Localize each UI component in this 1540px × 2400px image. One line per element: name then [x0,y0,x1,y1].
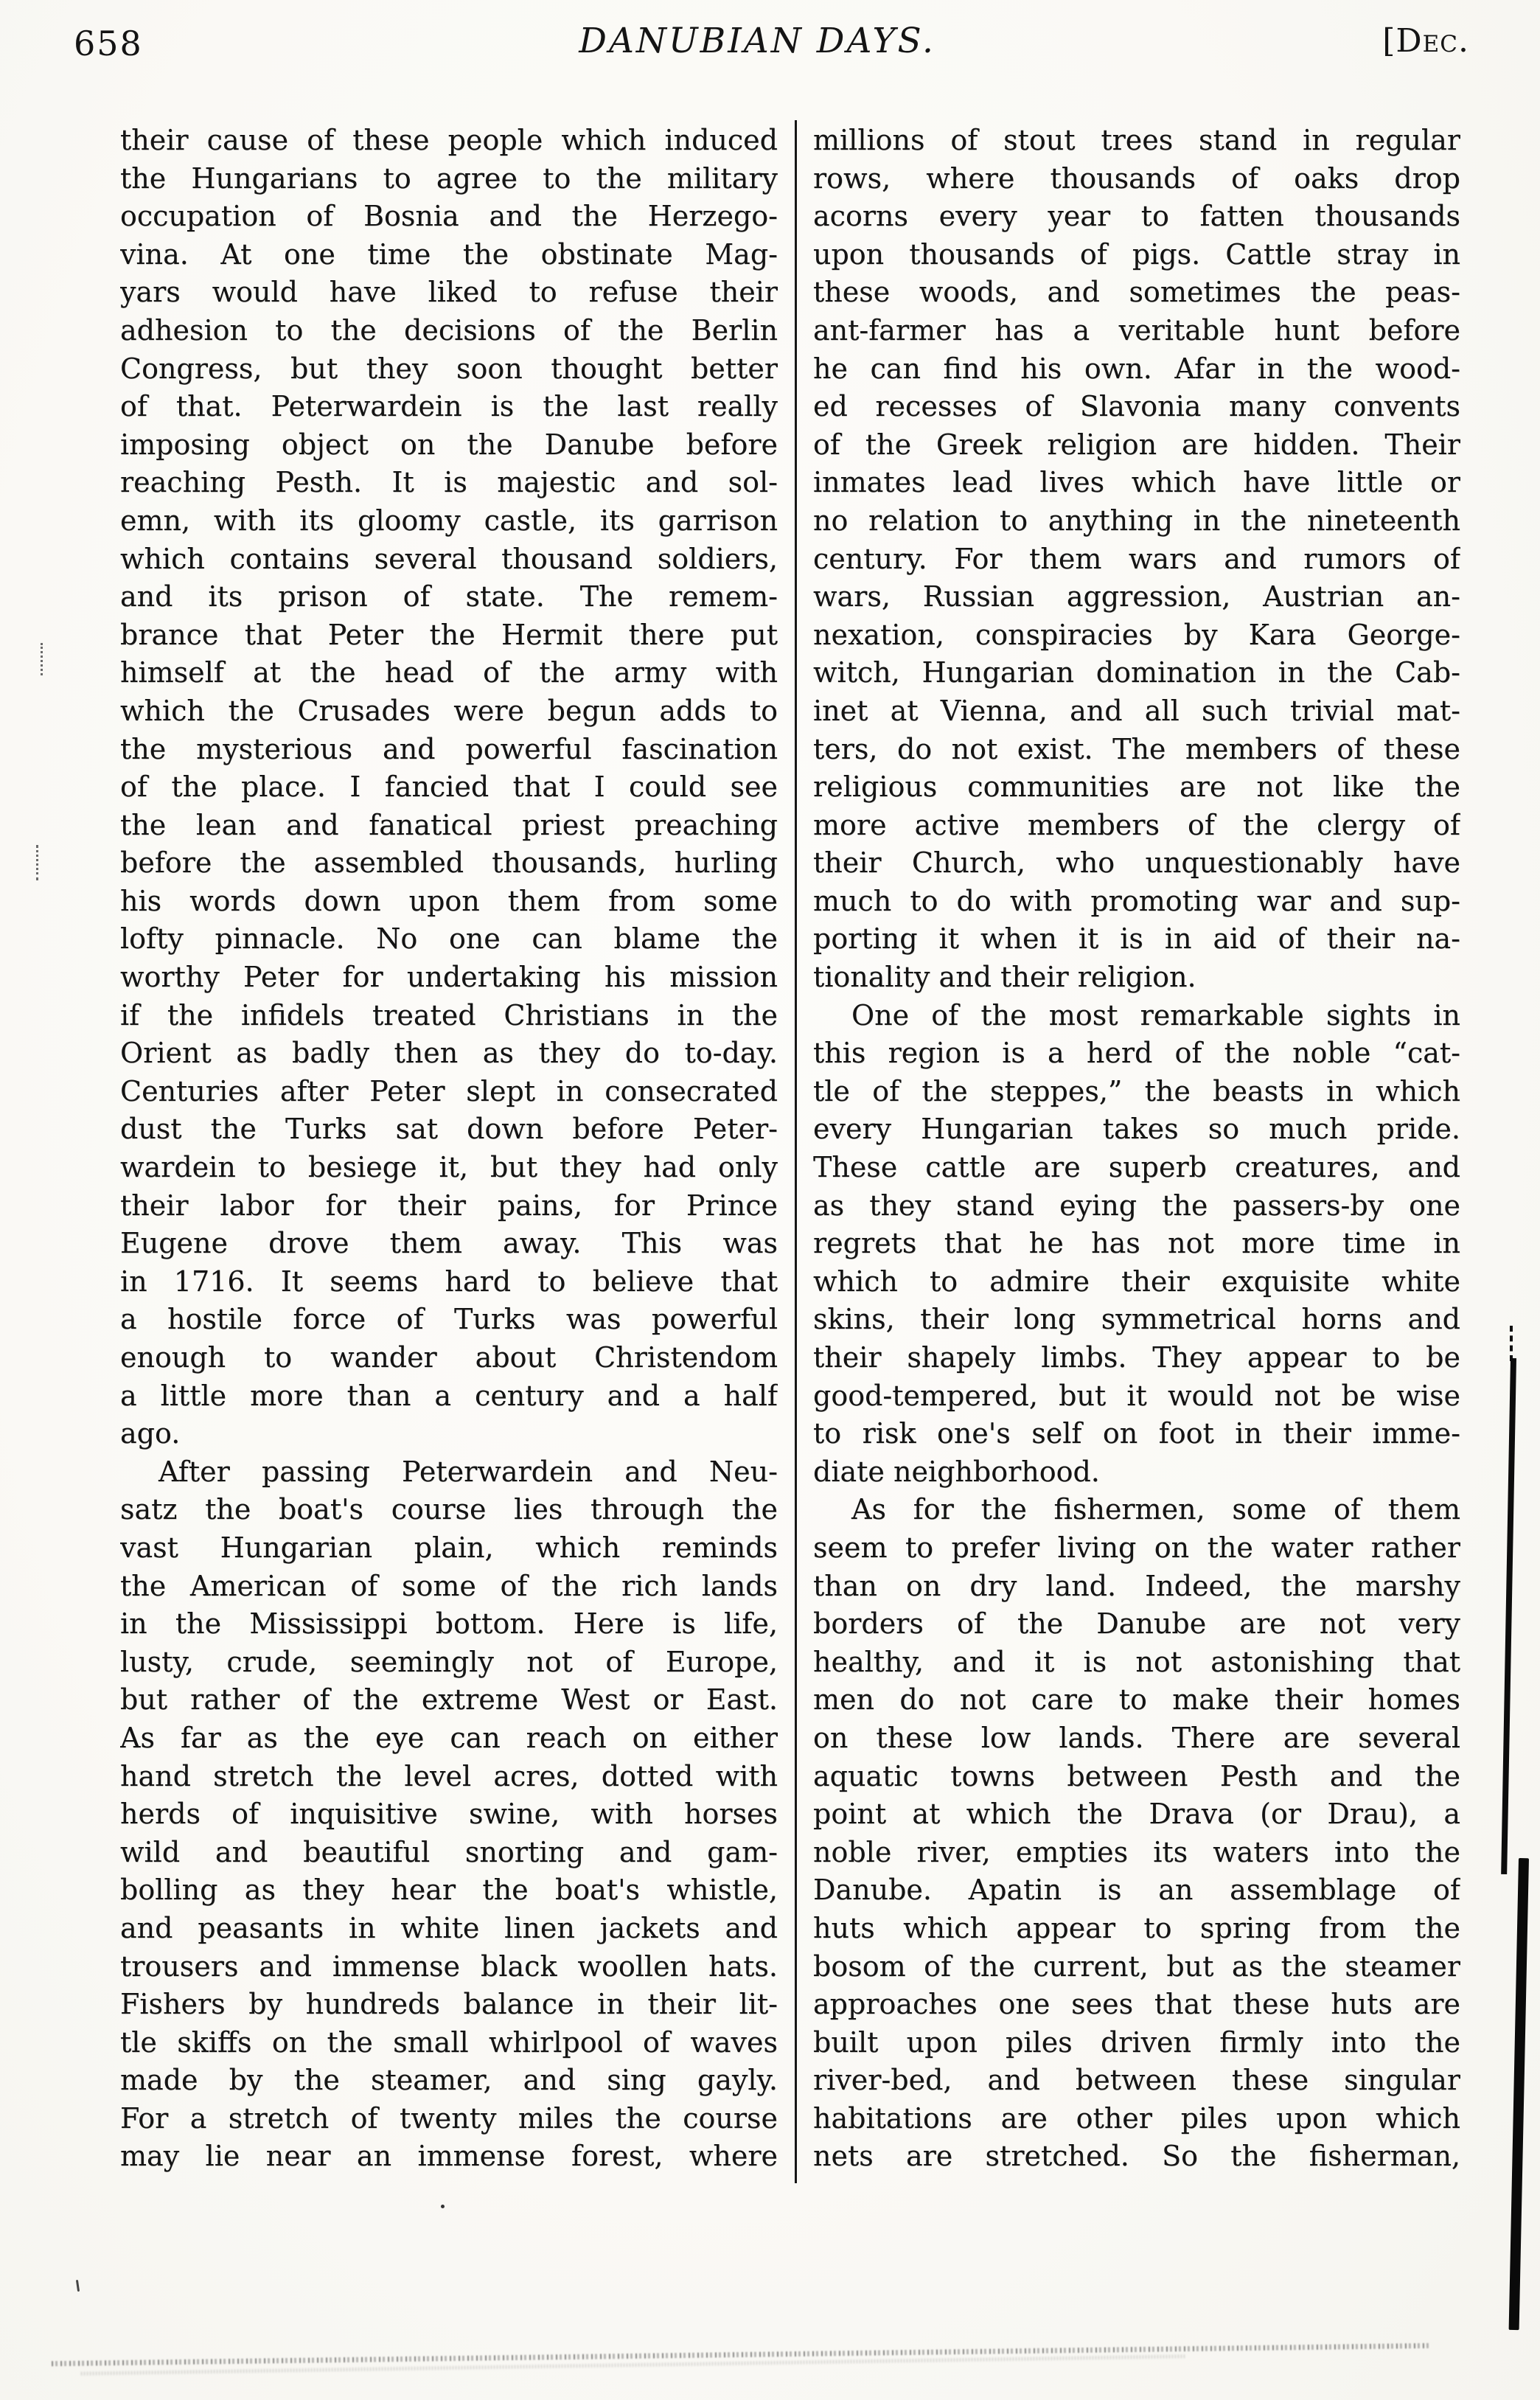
text-line: nexation, conspiracies by Kara George- [813,618,1460,651]
paragraph [120,1453,778,2176]
paragraph [813,122,1460,997]
text-line: reaching Pesth. It is majestic and sol- [120,466,778,499]
text-line: rows, where thousands of oaks drop [813,161,1460,195]
text-line: he can find his own. Afar in the wood- [813,352,1460,385]
text-line: century. For them wars and rumors of [813,542,1460,575]
text-line: millions of stout trees stand in regular [813,124,1460,156]
text-line: borders of the Danube are not very [813,1607,1460,1641]
text-line: Eugene drove them away. This was [120,1227,778,1260]
page-number: 658 [74,24,143,63]
text-line: good-tempered, but it would not be wise [813,1379,1460,1412]
text-line: a little more than a century and a half [120,1379,778,1412]
text-line: lofty pinnacle. No one can blame the [120,922,778,956]
text-line: huts which appear to spring from the [813,1911,1460,1944]
left-column [120,122,778,2176]
text-line: the lean and fanatical priest preaching [120,808,778,841]
running-title: DANUBIAN DAYS. [579,21,936,61]
text-line: much to do with promoting war and sup- [813,884,1460,917]
text-line: wars, Russian aggression, Austrian an- [813,580,1460,613]
text-line: in the Mississippi bottom. Here is life, [120,1607,778,1641]
text-line: Congress, but they soon thought better [120,352,778,385]
text-line: witch, Hungarian domination in the Cab- [813,656,1460,689]
text-line: adhesion to the decisions of the Berlin [120,313,778,347]
scan-artifact-edge-dashes [1510,1326,1516,1361]
text-line: in 1716. It seems hard to believe that [120,1265,778,1298]
paragraph [120,122,778,1453]
text-line: which to admire their exquisite white [813,1265,1460,1298]
scan-artifact-margin-dash [41,643,44,675]
text-line: ago. [120,1417,181,1450]
text-line: regrets that he has not more time in [813,1227,1460,1260]
text-line: built upon piles driven firmly into the [813,2025,1460,2059]
text-line: than on dry land. Indeed, the marshy [813,1569,1460,1602]
text-line: wild and beautiful snorting and gam- [120,1835,778,1868]
text-line: of the place. I fancied that I could see [120,771,778,804]
text-line: yars would have liked to refuse their [120,276,778,309]
text-line: One of the most remarkable sights in [851,998,1460,1032]
text-line: worthy Peter for undertaking his mission [120,961,778,994]
text-line: upon thousands of pigs. Cattle stray in [813,237,1460,271]
text-line: brance that Peter the Hermit there put [120,618,778,651]
scan-artifact-edge-line-thick [1509,1858,1529,2330]
text-line: their Church, who unquestionably have [813,846,1460,880]
text-line: noble river, empties its waters into the [813,1835,1460,1868]
text-line: their cause of these people which induced [120,124,778,156]
paragraph [813,997,1460,1492]
text-line: Danube. Apatin is an assemblage of [813,1874,1460,1907]
text-line: Orient as badly then as they do to-day. [120,1037,778,1070]
text-line: bosom of the current, but as the steamer [813,1949,1460,1983]
text-line: occupation of Bosnia and the Herzego- [120,200,778,233]
text-line: vast Hungarian plain, which reminds [120,1531,778,1564]
text-line: men do not care to make their homes [813,1683,1460,1716]
text-line: These cattle are superb creatures, and [813,1151,1460,1184]
text-line: emn, with its gloomy castle, its garrison [120,504,778,537]
right-column [813,122,1460,2176]
text-line: ed recesses of Slavonia many convents [813,390,1460,423]
text-line: bolling as they hear the boat's whistle, [120,1874,778,1907]
text-line: every Hungarian takes so much pride. [813,1113,1460,1146]
text-line: the mysterious and powerful fascination [120,732,778,765]
text-line: As far as the eye can reach on either [120,1721,778,1754]
text-line: diate neighborhood. [813,1455,1100,1488]
text-line: dust the Turks sat down before Peter- [120,1113,778,1146]
scan-artifact-bottom-smudge-2 [81,2354,1187,2376]
text-line: and its prison of state. The remem- [120,580,778,613]
text-line: wardein to besiege it, but they had only [120,1151,778,1184]
text-line: and peasants in white linen jackets and [120,1911,778,1944]
text-line: tle skiffs on the small whirlpool of waves [120,2025,778,2059]
text-line: seem to prefer living on the water rather [813,1531,1460,1564]
column-divider-rule [795,120,797,2183]
text-line: lusty, crude, seemingly not of Europe, [120,1645,778,1678]
scan-artifact-tick [76,2280,80,2292]
text-line: these woods, and sometimes the peas- [813,276,1460,309]
text-line: inet at Vienna, and all such trivial mat- [813,694,1460,727]
text-line: which contains several thousand soldiers, [120,542,778,575]
text-line: a hostile force of Turks was powerful [120,1303,778,1336]
text-line: approaches one sees that these huts are [813,1988,1460,2021]
text-line: if the infidels treated Christians in the [120,998,778,1032]
page-header [74,19,1469,66]
text-line: imposing object on the Danube before [120,428,778,461]
issue-label: [Dec. [1382,22,1469,60]
text-line: to risk one's self on foot in their imme- [813,1417,1460,1450]
text-line: may lie near an immense forest, where [120,2140,778,2173]
text-line: skins, their long symmetrical horns and [813,1303,1460,1336]
text-line: of the Greek religion are hidden. Their [813,428,1460,461]
text-line: inmates lead lives which have little or [813,466,1460,499]
text-line: tionality and their religion. [813,961,1196,994]
text-line: this region is a herd of the noble “cat- [813,1037,1460,1070]
text-line: point at which the Drava (or Drau), a [813,1798,1460,1831]
text-line: herds of inquisitive swine, with horses [120,1798,778,1831]
scan-artifact-dot [441,2205,445,2208]
scan-artifact-bottom-smudge [52,2343,1430,2366]
text-line: porting it when it is in aid of their na- [813,922,1460,956]
text-line: enough to wander about Christendom [120,1341,778,1374]
text-line: habitations are other piles upon which [813,2101,1460,2135]
text-line: but rather of the extreme West or East. [120,1683,778,1716]
text-line: Centuries after Peter slept in consecrated [120,1074,778,1107]
text-line: the Hungarians to agree to the military [120,161,778,195]
text-line: aquatic towns between Pesth and the [813,1759,1460,1792]
scan-artifact-margin-dash [36,845,40,880]
text-line: acorns every year to fatten thousands [813,200,1460,233]
paragraph [813,1491,1460,2176]
text-line: trousers and immense black woollen hats. [120,1949,778,1983]
text-line: religious communities are not like the [813,771,1460,804]
text-line: ant-farmer has a veritable hunt before [813,313,1460,347]
text-line: As for the fishermen, some of them [851,1493,1460,1526]
text-line: nets are stretched. So the fisherman, [813,2140,1460,2173]
text-line: Fishers by hundreds balance in their lit- [120,1988,778,2021]
text-line: their shapely limbs. They appear to be [813,1341,1460,1374]
text-line: river-bed, and between these singular [813,2064,1460,2097]
text-line: before the assembled thousands, hurling [120,846,778,880]
text-line: as they stand eying the passers-by one [813,1189,1460,1222]
scan-artifact-edge-line [1501,1358,1516,1874]
text-line: After passing Peterwardein and Neu- [158,1455,778,1488]
text-line: made by the steamer, and sing gayly. [120,2064,778,2097]
text-line: no relation to anything in the nineteenth [813,504,1460,537]
text-line: satz the boat's course lies through the [120,1493,778,1526]
text-line: their labor for their pains, for Prince [120,1189,778,1222]
text-line: healthy, and it is not astonishing that [813,1645,1460,1678]
text-line: his words down upon them from some [120,884,778,917]
text-line: ters, do not exist. The members of these [813,732,1460,765]
text-line: more active members of the clergy of [813,808,1460,841]
text-line: of that. Peterwardein is the last really [120,390,778,423]
text-line: which the Crusades were begun adds to [120,694,778,727]
text-line: vina. At one time the obstinate Mag- [120,237,778,271]
text-line: hand stretch the level acres, dotted with [120,1759,778,1792]
text-line: on these low lands. There are several [813,1721,1460,1754]
text-line: himself at the head of the army with [120,656,778,689]
text-line: For a stretch of twenty miles the course [120,2101,778,2135]
text-line: the American of some of the rich lands [120,1569,778,1602]
text-line: tle of the steppes,” the beasts in which [813,1074,1460,1107]
